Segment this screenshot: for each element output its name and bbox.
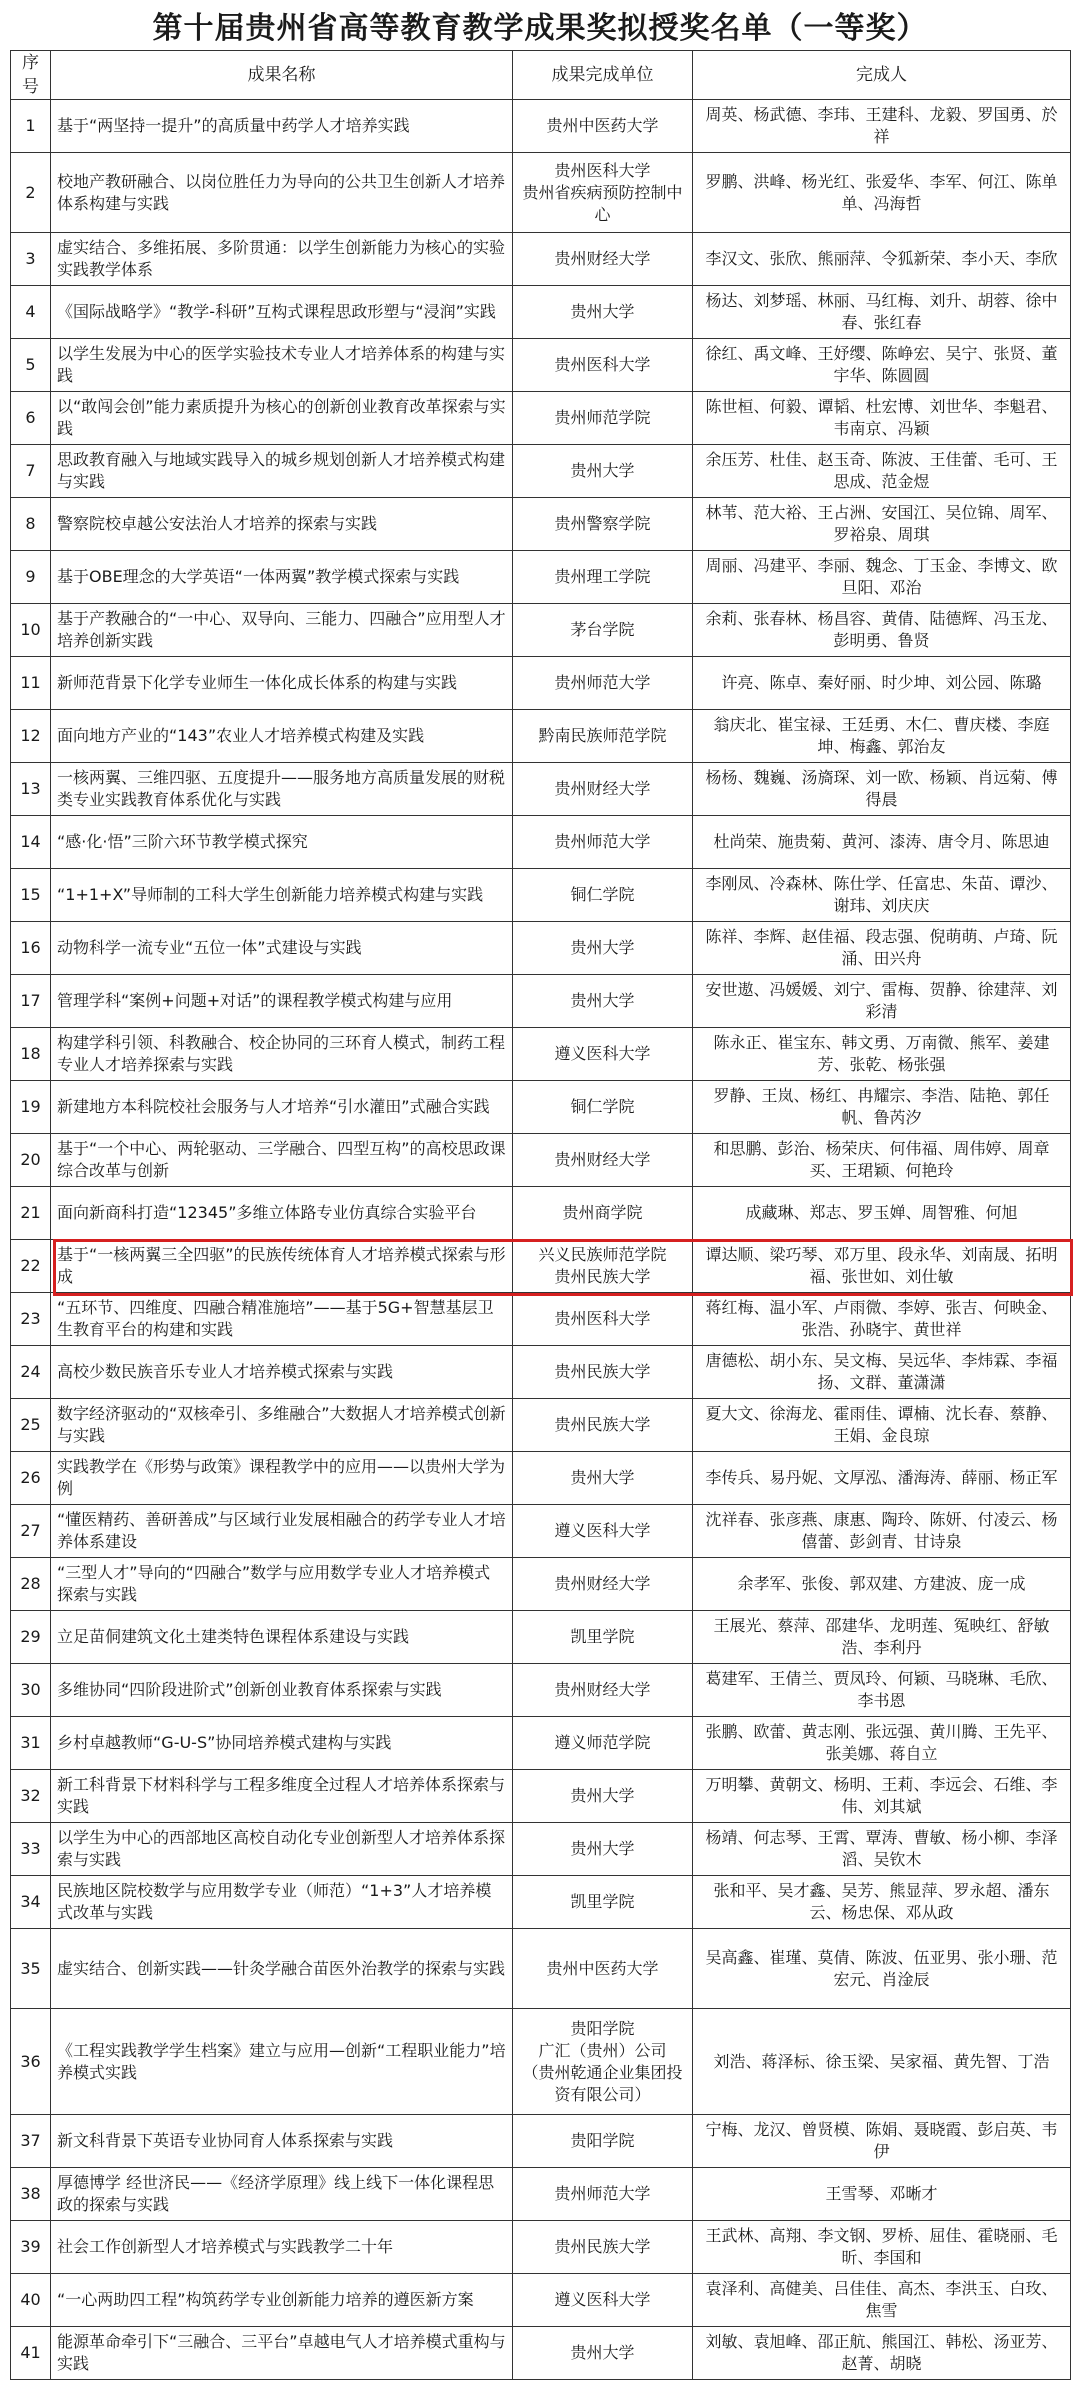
completing-unit: 贵州财经大学 [513, 1134, 693, 1187]
completing-unit: 贵州大学 [513, 2327, 693, 2380]
completers: 刘浩、蒋泽标、徐玉梁、吴家福、黄先智、丁浩 [693, 2009, 1071, 2115]
table-row [11, 1187, 1071, 1240]
row-number: 22 [11, 1240, 51, 1293]
row-number: 19 [11, 1081, 51, 1134]
achievement-name: 乡村卓越教师“G-U-S”协同培养模式建构与实践 [51, 1717, 513, 1770]
row-number: 17 [11, 975, 51, 1028]
achievement-name: 动物科学一流专业“五位一体”式建设与实践 [51, 922, 513, 975]
completers: 李汉文、张欣、熊丽萍、令狐新荣、李小天、李欣 [693, 233, 1071, 286]
row-number: 3 [11, 233, 51, 286]
completing-unit: 遵义医科大学 [513, 1505, 693, 1558]
row-number: 40 [11, 2274, 51, 2327]
header-people: 完成人 [693, 51, 1071, 100]
table-row [11, 1770, 1071, 1823]
row-number: 7 [11, 445, 51, 498]
table-row [11, 975, 1071, 1028]
row-number: 37 [11, 2115, 51, 2168]
row-number: 10 [11, 604, 51, 657]
completing-unit: 贵州警察学院 [513, 498, 693, 551]
completers: 王雪琴、邓晰才 [693, 2168, 1071, 2221]
completing-unit: 凯里学院 [513, 1611, 693, 1664]
table-row [11, 869, 1071, 922]
table-row [11, 1717, 1071, 1770]
table-row [11, 816, 1071, 869]
completers: 谭达顺、梁巧琴、邓万里、段永华、刘南晟、拓明福、张世如、刘仕敏 [693, 1240, 1071, 1293]
completing-unit: 贵州财经大学 [513, 1664, 693, 1717]
completers: 杜尚荣、施贵菊、黄河、漆涛、唐令月、陈思迪 [693, 816, 1071, 869]
completers: 张和平、吴才鑫、吴芳、熊显萍、罗永超、潘东云、杨忠保、邓从政 [693, 1876, 1071, 1929]
table-row [11, 1611, 1071, 1664]
completing-unit: 贵州师范大学 [513, 816, 693, 869]
row-number: 38 [11, 2168, 51, 2221]
achievement-name: 基于产教融合的“一中心、双导向、三能力、四融合”应用型人才培养创新实践 [51, 604, 513, 657]
achievement-name: 高校少数民族音乐专业人才培养模式探索与实践 [51, 1346, 513, 1399]
achievement-name: 以“敢闯会创”能力素质提升为核心的创新创业教育改革探索与实践 [51, 392, 513, 445]
achievement-name: 虚实结合、创新实践——针灸学融合苗医外治教学的探索与实践 [51, 1929, 513, 2009]
row-number: 18 [11, 1028, 51, 1081]
row-number: 31 [11, 1717, 51, 1770]
completing-unit: 贵州大学 [513, 922, 693, 975]
table-row [11, 710, 1071, 763]
table-row [11, 2115, 1071, 2168]
completers: 周英、杨武德、李玮、王建科、龙毅、罗国勇、於祥 [693, 100, 1071, 153]
achievement-name: 一核两翼、三维四驱、五度提升——服务地方高质量发展的财税类专业实践教育体系优化与实践 [51, 763, 513, 816]
achievement-name: 管理学科“案例+问题+对话”的课程教学模式构建与应用 [51, 975, 513, 1028]
completers: 许亮、陈卓、秦好丽、时少坤、刘公园、陈璐 [693, 657, 1071, 710]
completing-unit: 铜仁学院 [513, 869, 693, 922]
completing-unit: 贵州医科大学 [513, 1293, 693, 1346]
table-row [11, 2168, 1071, 2221]
row-number: 5 [11, 339, 51, 392]
row-number: 13 [11, 763, 51, 816]
achievement-name: “一心两助四工程”构筑药学专业创新能力培养的遵医新方案 [51, 2274, 513, 2327]
completers: 成藏琳、郑志、罗玉婵、周智雅、何旭 [693, 1187, 1071, 1240]
achievement-name: 厚德博学 经世济民——《经济学原理》线上线下一体化课程思政的探索与实践 [51, 2168, 513, 2221]
completing-unit: 贵州财经大学 [513, 1558, 693, 1611]
completing-unit: 贵州大学 [513, 975, 693, 1028]
completing-unit: 贵州大学 [513, 1823, 693, 1876]
completers: 周丽、冯建平、李丽、魏念、丁玉金、李博文、欧旦阳、邓治 [693, 551, 1071, 604]
achievement-name: 数字经济驱动的“双核牵引、多维融合”大数据人才培养模式创新与实践 [51, 1399, 513, 1452]
row-number: 32 [11, 1770, 51, 1823]
achievement-name: 能源革命牵引下“三融合、三平台”卓越电气人才培养模式重构与实践 [51, 2327, 513, 2380]
completing-unit: 贵州医科大学 贵州省疾病预防控制中心 [513, 153, 693, 233]
completing-unit: 贵州大学 [513, 286, 693, 339]
table-row [11, 1240, 1071, 1293]
achievement-name: 构建学科引领、科教融合、校企协同的三环育人模式，制药工程专业人才培养探索与实践 [51, 1028, 513, 1081]
table-row [11, 286, 1071, 339]
table-row [11, 1558, 1071, 1611]
row-number: 15 [11, 869, 51, 922]
achievement-name: 面向新商科打造“12345”多维立体路专业仿真综合实验平台 [51, 1187, 513, 1240]
completers: 杨杨、魏巍、汤旖琛、刘一欧、杨颖、肖远菊、傅得晨 [693, 763, 1071, 816]
completing-unit: 贵州民族大学 [513, 1399, 693, 1452]
completing-unit: 贵州大学 [513, 1452, 693, 1505]
header-name: 成果名称 [51, 51, 513, 100]
completing-unit: 贵阳学院 广汇（贵州）公司 （贵州乾通企业集团投资有限公司） [513, 2009, 693, 2115]
completers: 罗鹏、洪峰、杨光红、张爱华、李军、何江、陈单单、冯海哲 [693, 153, 1071, 233]
completers: 杨达、刘梦瑶、林丽、马红梅、刘升、胡蓉、徐中春、张红春 [693, 286, 1071, 339]
completers: 李传兵、易丹妮、文厚泓、潘海涛、薛丽、杨正军 [693, 1452, 1071, 1505]
row-number: 29 [11, 1611, 51, 1664]
achievement-name: 基于“两坚持一提升”的高质量中药学人才培养实践 [51, 100, 513, 153]
table-row [11, 100, 1071, 153]
completers: 余压芳、杜佳、赵玉奇、陈波、王佳蕾、毛可、王思成、范金煜 [693, 445, 1071, 498]
completing-unit: 凯里学院 [513, 1876, 693, 1929]
table-row [11, 1293, 1071, 1346]
achievement-name: “五环节、四维度、四融合精准施培”——基于5G+智慧基层卫生教育平台的构建和实践 [51, 1293, 513, 1346]
achievement-name: 以学生发展为中心的医学实验技术专业人才培养体系的构建与实践 [51, 339, 513, 392]
achievement-name: 新师范背景下化学专业师生一体化成长体系的构建与实践 [51, 657, 513, 710]
row-number: 11 [11, 657, 51, 710]
completing-unit: 贵州理工学院 [513, 551, 693, 604]
completers: 王武林、高翔、李文钢、罗桥、屈佳、霍晓丽、毛昕、李国和 [693, 2221, 1071, 2274]
table-row [11, 657, 1071, 710]
achievement-name: 立足苗侗建筑文化土建类特色课程体系建设与实践 [51, 1611, 513, 1664]
achievement-name: 思政教育融入与地域实践导入的城乡规划创新人才培养模式构建与实践 [51, 445, 513, 498]
completing-unit: 贵州大学 [513, 1770, 693, 1823]
completers: 刘敏、袁旭峰、邵正航、熊国江、韩松、汤亚芳、赵菁、胡晓 [693, 2327, 1071, 2380]
row-number: 26 [11, 1452, 51, 1505]
completers: 李刚凤、冷森林、陈仕学、任富忠、朱苗、谭沙、谢玮、刘庆庆 [693, 869, 1071, 922]
achievement-name: 《国际战略学》“教学-科研”互构式课程思政形塑与“浸润”实践 [51, 286, 513, 339]
completing-unit: 贵州中医药大学 [513, 100, 693, 153]
table-row [11, 1664, 1071, 1717]
completing-unit: 贵州中医药大学 [513, 1929, 693, 2009]
row-number: 35 [11, 1929, 51, 2009]
achievement-name: 新工科背景下材料科学与工程多维度全过程人才培养体系探索与实践 [51, 1770, 513, 1823]
achievement-name: 新建地方本科院校社会服务与人才培养“引水灌田”式融合实践 [51, 1081, 513, 1134]
award-table [10, 50, 1071, 2380]
completing-unit: 遵义医科大学 [513, 2274, 693, 2327]
row-number: 8 [11, 498, 51, 551]
table-row [11, 339, 1071, 392]
completers: 王展光、蔡萍、邵建华、龙明莲、冤映红、舒敏浩、李利丹 [693, 1611, 1071, 1664]
achievement-name: 实践教学在《形势与政策》课程教学中的应用——以贵州大学为例 [51, 1452, 513, 1505]
completing-unit: 黔南民族师范学院 [513, 710, 693, 763]
table-row [11, 392, 1071, 445]
achievement-name: 警察院校卓越公安法治人才培养的探索与实践 [51, 498, 513, 551]
completers: 沈祥春、张彦燕、康惠、陶玲、陈妍、付凌云、杨僖蕾、彭剑青、甘诗泉 [693, 1505, 1071, 1558]
row-number: 2 [11, 153, 51, 233]
table-body [11, 100, 1071, 2380]
table-row [11, 153, 1071, 233]
row-number: 14 [11, 816, 51, 869]
row-number: 36 [11, 2009, 51, 2115]
completing-unit: 贵州师范学院 [513, 392, 693, 445]
completers: 张鹏、欧蕾、黄志刚、张远强、黄川腾、王先平、张美娜、蒋自立 [693, 1717, 1071, 1770]
completers: 唐德松、胡小东、吴文梅、吴远华、李炜霖、李福扬、文群、董潇潇 [693, 1346, 1071, 1399]
achievement-name: 社会工作创新型人才培养模式与实践教学二十年 [51, 2221, 513, 2274]
achievement-name: 面向地方产业的“143”农业人才培养模式构建及实践 [51, 710, 513, 763]
row-number: 16 [11, 922, 51, 975]
row-number: 6 [11, 392, 51, 445]
row-number: 24 [11, 1346, 51, 1399]
completing-unit: 遵义师范学院 [513, 1717, 693, 1770]
completing-unit: 贵州财经大学 [513, 763, 693, 816]
table-row [11, 1929, 1071, 2009]
completers: 陈永正、崔宝东、韩文勇、万南微、熊军、姜建芳、张乾、杨张强 [693, 1028, 1071, 1081]
row-number: 20 [11, 1134, 51, 1187]
row-number: 27 [11, 1505, 51, 1558]
achievement-name: “1+1+X”导师制的工科大学生创新能力培养模式构建与实践 [51, 869, 513, 922]
row-number: 28 [11, 1558, 51, 1611]
table-row [11, 1399, 1071, 1452]
row-number: 33 [11, 1823, 51, 1876]
completing-unit: 贵州民族大学 [513, 2221, 693, 2274]
achievement-name: “感·化·悟”三阶六环节教学模式探究 [51, 816, 513, 869]
achievement-name: 基于“一核两翼三全四驱”的民族传统体育人才培养模式探索与形成 [51, 1240, 513, 1293]
table-row [11, 2009, 1071, 2115]
table-row [11, 2274, 1071, 2327]
row-number: 25 [11, 1399, 51, 1452]
completing-unit: 茅台学院 [513, 604, 693, 657]
row-number: 12 [11, 710, 51, 763]
table-row [11, 551, 1071, 604]
completers: 余莉、张春林、杨昌容、黄倩、陆德辉、冯玉龙、彭明勇、鲁贤 [693, 604, 1071, 657]
table-row [11, 1081, 1071, 1134]
table-header-row [11, 51, 1071, 100]
achievement-name: 校地产教研融合、以岗位胜任力为导向的公共卫生创新人才培养体系构建与实践 [51, 153, 513, 233]
achievement-name: 基于OBE理念的大学英语“一体两翼”教学模式探索与实践 [51, 551, 513, 604]
completers: 余孝军、张俊、郭双建、方建波、庞一成 [693, 1558, 1071, 1611]
row-number: 34 [11, 1876, 51, 1929]
completers: 葛建军、王倩兰、贾凤玲、何颖、马晓琳、毛欣、李书恩 [693, 1664, 1071, 1717]
row-number: 9 [11, 551, 51, 604]
completers: 万明攀、黄朝文、杨明、王莉、李远会、石维、李伟、刘其斌 [693, 1770, 1071, 1823]
table-row [11, 1505, 1071, 1558]
completing-unit: 遵义医科大学 [513, 1028, 693, 1081]
achievement-name: 多维协同“四阶段进阶式”创新创业教育体系探索与实践 [51, 1664, 513, 1717]
table-row [11, 498, 1071, 551]
achievement-name: 新文科背景下英语专业协同育人体系探索与实践 [51, 2115, 513, 2168]
achievement-name: 以学生为中心的西部地区高校自动化专业创新型人才培养体系探索与实践 [51, 1823, 513, 1876]
row-number: 21 [11, 1187, 51, 1240]
row-number: 4 [11, 286, 51, 339]
completing-unit: 贵州师范大学 [513, 2168, 693, 2221]
row-number: 30 [11, 1664, 51, 1717]
achievement-name: “三型人才”导向的“四融合”数学与应用数学专业人才培养模式探索与实践 [51, 1558, 513, 1611]
header-unit: 成果完成单位 [513, 51, 693, 100]
completers: 徐红、禹文峰、王妤缨、陈峥宏、吴宁、张贤、董宇华、陈圆圆 [693, 339, 1071, 392]
completers: 蒋红梅、温小军、卢雨微、李婷、张吉、何映金、张浩、孙晓宇、黄世祥 [693, 1293, 1071, 1346]
completing-unit: 贵州民族大学 [513, 1346, 693, 1399]
document-title: 第十届贵州省高等教育教学成果奖拟授奖名单（一等奖） [152, 11, 928, 46]
completers: 陈祥、李辉、赵佳福、段志强、倪萌萌、卢琦、阮涌、田兴舟 [693, 922, 1071, 975]
completing-unit: 兴义民族师范学院 贵州民族大学 [513, 1240, 693, 1293]
table-row [11, 1452, 1071, 1505]
completing-unit: 铜仁学院 [513, 1081, 693, 1134]
completing-unit: 贵州商学院 [513, 1187, 693, 1240]
completers: 罗静、王岚、杨红、冉耀宗、李浩、陆艳、郭任帆、鲁芮汐 [693, 1081, 1071, 1134]
completing-unit: 贵阳学院 [513, 2115, 693, 2168]
achievement-name: 虚实结合、多维拓展、多阶贯通：以学生创新能力为核心的实验实践教学体系 [51, 233, 513, 286]
completers: 袁泽利、高健美、吕佳佳、高杰、李洪玉、白玫、焦雪 [693, 2274, 1071, 2327]
table-row [11, 445, 1071, 498]
completers: 吴高鑫、崔瑾、莫倩、陈波、伍亚男、张小珊、范宏元、肖淦辰 [693, 1929, 1071, 2009]
table-row [11, 1823, 1071, 1876]
table-row [11, 233, 1071, 286]
row-number: 39 [11, 2221, 51, 2274]
table-row [11, 763, 1071, 816]
completers: 安世遨、冯媛媛、刘宁、雷梅、贺静、徐建萍、刘彩清 [693, 975, 1071, 1028]
row-number: 23 [11, 1293, 51, 1346]
header-no: 序号 [11, 51, 51, 100]
completing-unit: 贵州医科大学 [513, 339, 693, 392]
row-number: 1 [11, 100, 51, 153]
completers: 陈世桓、何毅、谭韬、杜宏博、刘世华、李魁君、韦南京、冯颖 [693, 392, 1071, 445]
row-number: 41 [11, 2327, 51, 2380]
completers: 杨靖、何志琴、王霄、覃涛、曹敏、杨小柳、李泽滔、吴钦木 [693, 1823, 1071, 1876]
table-row [11, 922, 1071, 975]
completing-unit: 贵州财经大学 [513, 233, 693, 286]
completers: 夏大文、徐海龙、霍雨佳、谭楠、沈长春、蔡静、王娟、金良琼 [693, 1399, 1071, 1452]
table-row [11, 604, 1071, 657]
table-row [11, 2221, 1071, 2274]
table-row [11, 1134, 1071, 1187]
achievement-name: 基于“一个中心、两轮驱动、三学融合、四型互构”的高校思政课综合改革与创新 [51, 1134, 513, 1187]
completers: 和思鹏、彭治、杨荣庆、何伟福、周伟婷、周章买、王珺颖、何艳玲 [693, 1134, 1071, 1187]
table-row [11, 1346, 1071, 1399]
table-row [11, 1876, 1071, 1929]
achievement-name: 民族地区院校数学与应用数学专业（师范）“1+3”人才培养模式改革与实践 [51, 1876, 513, 1929]
completing-unit: 贵州师范大学 [513, 657, 693, 710]
completing-unit: 贵州大学 [513, 445, 693, 498]
table-row [11, 2327, 1071, 2380]
achievement-name: 《工程实践教学学生档案》建立与应用—创新“工程职业能力”培养模式实践 [51, 2009, 513, 2115]
completers: 翁庆北、崔宝禄、王廷勇、木仁、曹庆楼、李庭坤、梅鑫、郭治友 [693, 710, 1071, 763]
table-row [11, 1028, 1071, 1081]
achievement-name: “懂医精药、善研善成”与区域行业发展相融合的药学专业人才培养体系建设 [51, 1505, 513, 1558]
completers: 宁梅、龙汉、曾贤模、陈娟、聂晓霞、彭启英、韦伊 [693, 2115, 1071, 2168]
completers: 林苇、范大裕、王占洲、安国江、吴位锦、周军、罗裕泉、周琪 [693, 498, 1071, 551]
